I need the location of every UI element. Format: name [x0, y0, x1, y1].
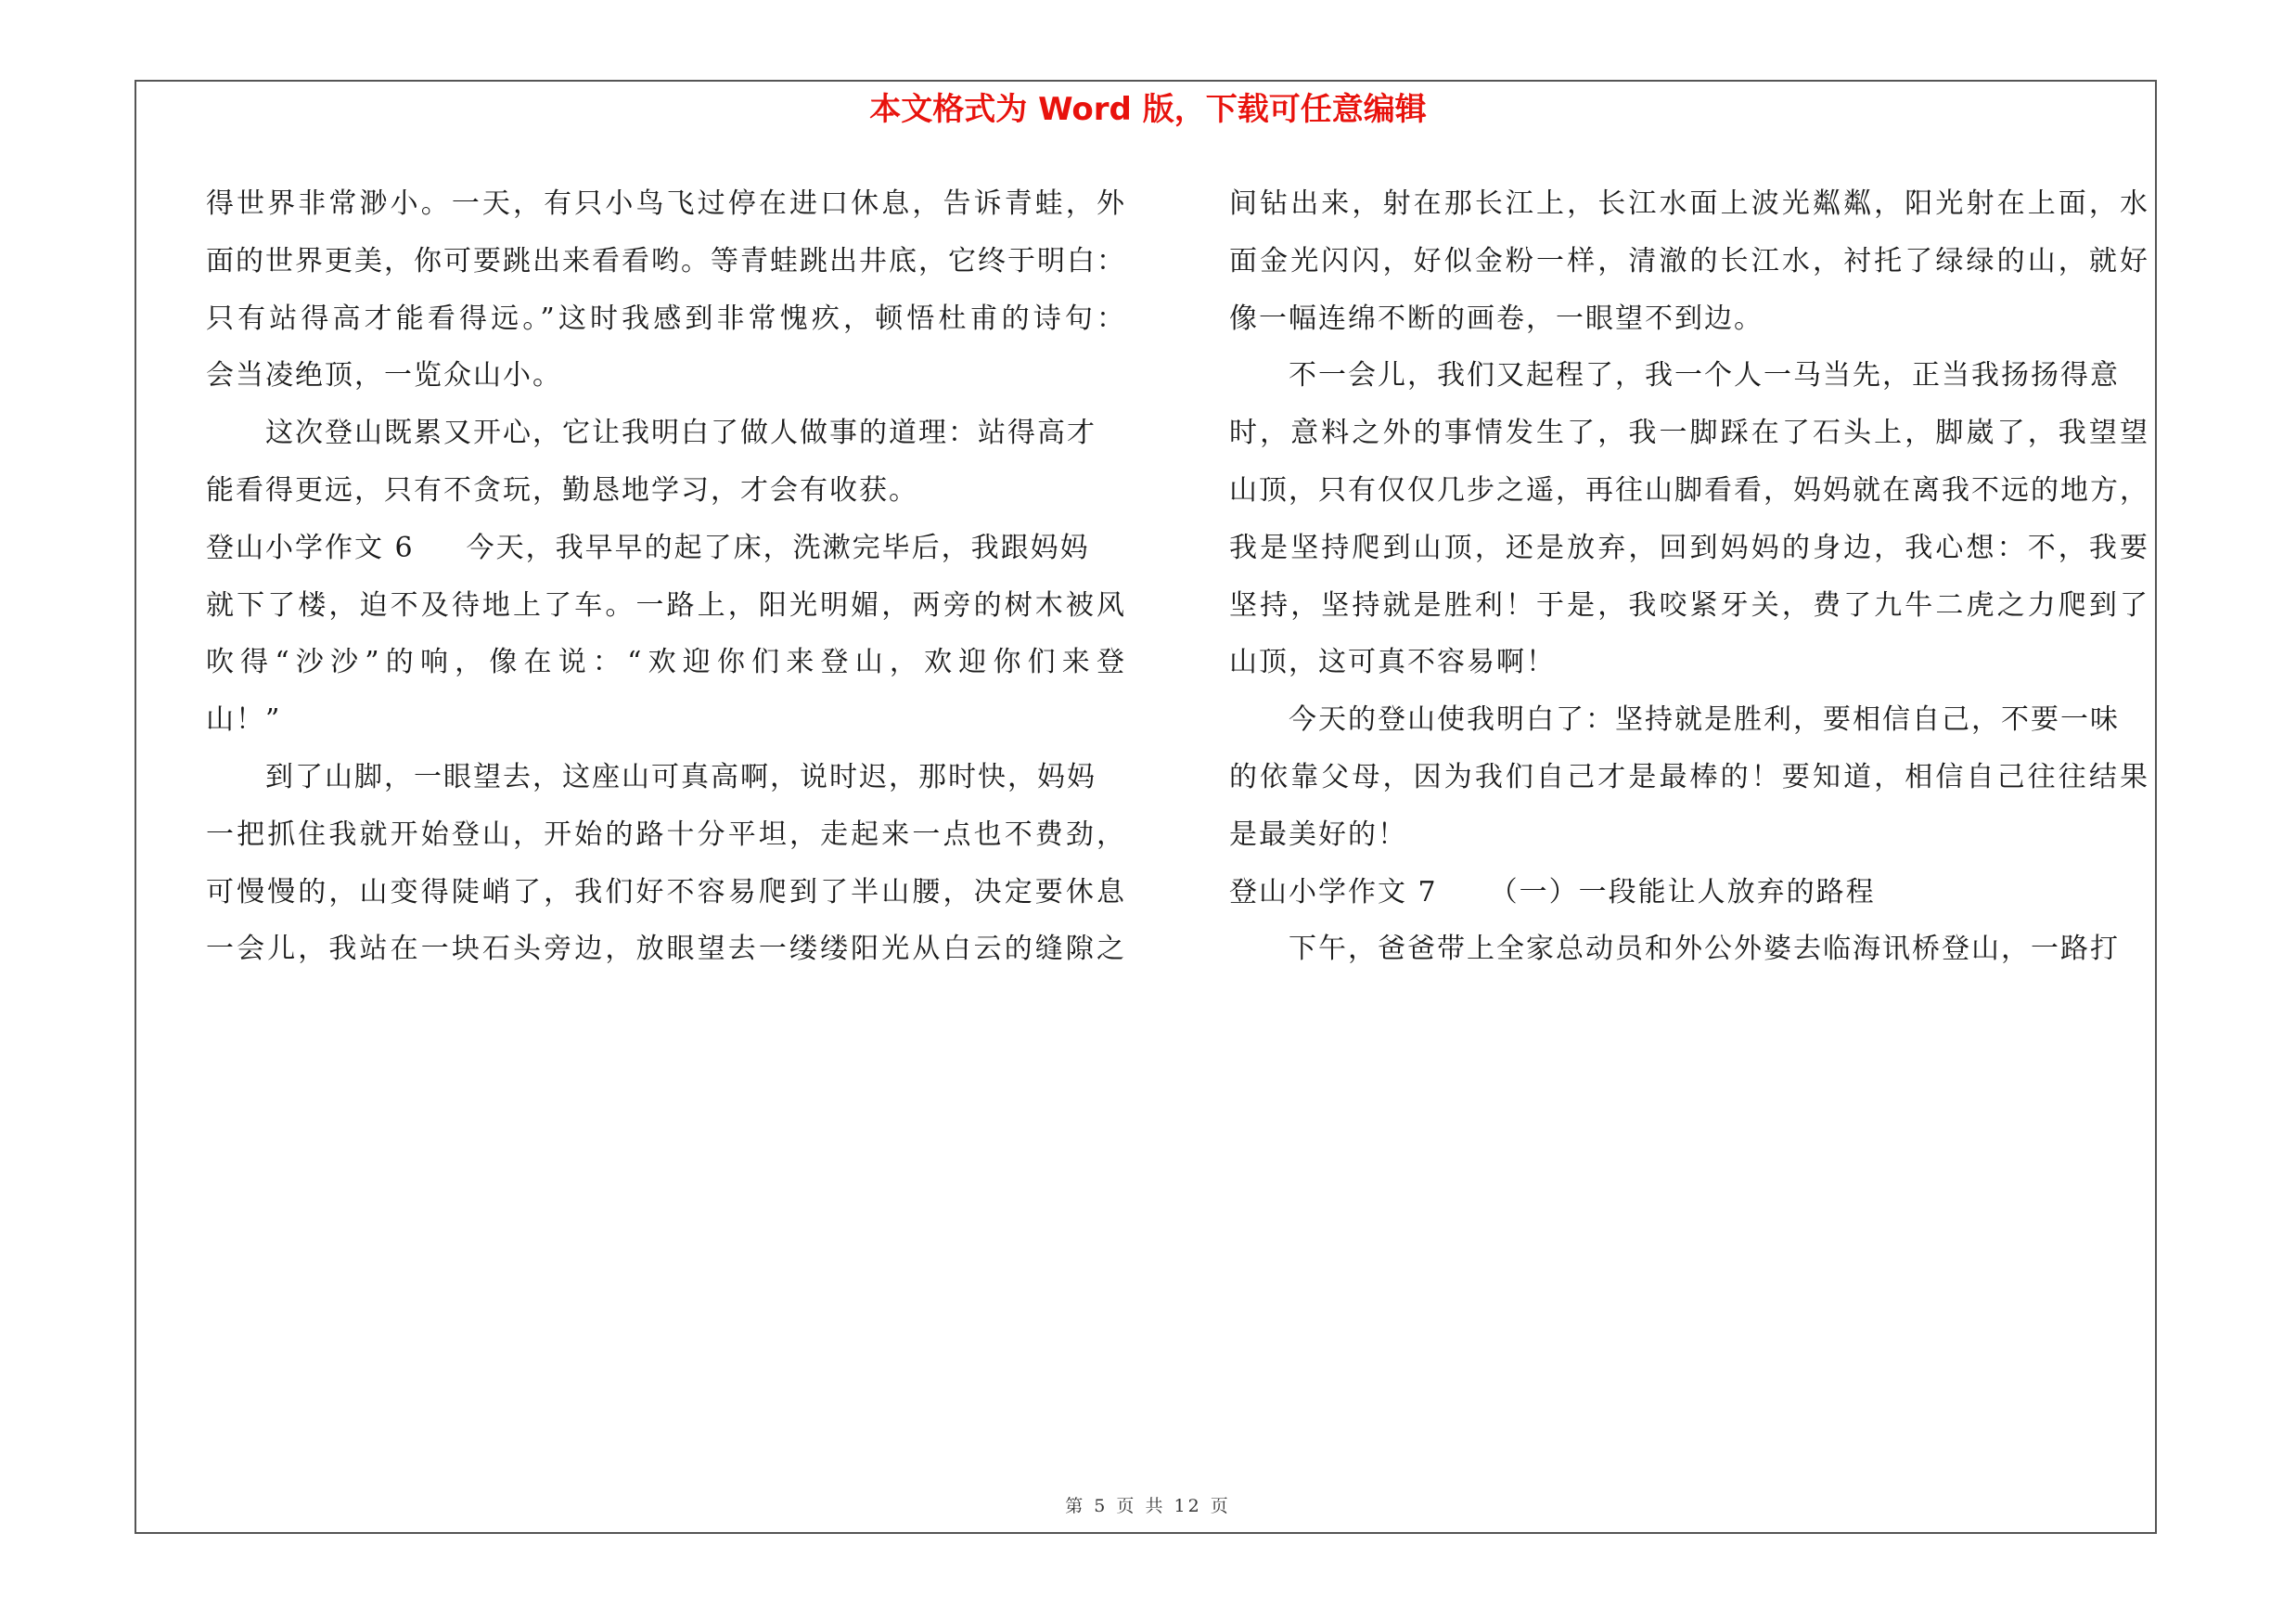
text-line: 今天的登山使我明白了：坚持就是胜利，要相信自己，不要一味: [1289, 703, 2120, 737]
format-banner: 本文格式为 Word 版，下载可任意编辑: [869, 91, 1427, 128]
text-line: 一把抓住我就开始登山，开始的路十分平坦，走起来一点也不费劲，: [206, 818, 1126, 851]
essay-heading-line: [1229, 874, 2149, 911]
text-line: 得世界非常渺小。一天，有只小鸟飞过停在进口休息，告诉青蛙，外: [206, 187, 1126, 220]
text-line: 坚持，坚持就是胜利！于是，我咬紧牙关，费了九牛二虎之力爬到了: [1229, 588, 2149, 622]
text-line: 下午，爸爸带上全家总动员和外公外婆去临海讯桥登山，一路打: [1289, 933, 2120, 966]
text-line: 只有站得高才能看得远。”这时我感到非常愧疚，顿悟杜甫的诗句：: [206, 302, 1126, 335]
essay-first-line: 今天，我早早的起了床，洗漱完毕后，我跟妈妈: [466, 531, 1090, 564]
text-line: 这次登山既累又开心，它让我明白了做人做事的道理：站得高才: [265, 417, 1097, 450]
text-line: 山顶，这可真不容易啊！: [1229, 646, 1556, 679]
text-line: 可慢慢的，山变得陡峭了，我们好不容易爬到了半山腰，决定要休息: [206, 875, 1126, 908]
essay-first-line: （一）一段能让人放弃的路程: [1489, 875, 1876, 908]
text-line: 时，意料之外的事情发生了，我一脚踩在了石头上，脚崴了，我望望: [1229, 417, 2149, 450]
text-line: 能看得更远，只有不贪玩，勤恳地学习，才会有收获。: [206, 474, 918, 507]
text-line: 到了山脚，一眼望去，这座山可真高啊，说时迟，那时快，妈妈: [265, 761, 1097, 793]
text-line: 就下了楼，迫不及待地上了车。一路上，阳光明媚，两旁的树木被风: [206, 588, 1126, 622]
text-line: 的依靠父母，因为我们自己才是最棒的！要知道，相信自己往往结果: [1229, 761, 2149, 793]
text-line: 我是坚持爬到山顶，还是放弃，回到妈妈的身边，我心想：不，我要: [1229, 531, 2149, 564]
essay-title: 登山小学作文 6: [206, 531, 415, 564]
text-line: 面的世界更美，你可要跳出来看看哟。等青蛙跳出井底，它终于明白：: [206, 244, 1126, 277]
text-line: 一会儿，我站在一块石头旁边，放眼望去一缕缕阳光从白云的缝隙之: [206, 933, 1126, 966]
text-line: 面金光闪闪，好似金粉一样，清澈的长江水，衬托了绿绿的山，就好: [1229, 244, 2149, 277]
text-line: 山！”: [206, 703, 282, 737]
text-line: 像一幅连绵不断的画卷，一眼望不到边。: [1229, 302, 1764, 335]
essay-heading-line: [206, 530, 1126, 567]
text-line: 是最美好的！: [1229, 818, 1407, 851]
text-line: 会当凌绝顶，一览众山小。: [206, 359, 562, 393]
text-line: 间钻出来，射在那长江上，长江水面上波光粼粼，阳光射在上面，水: [1229, 187, 2149, 220]
text-line: 不一会儿，我们又起程了，我一个人一马当先，正当我扬扬得意: [1289, 359, 2120, 393]
essay-title: 登山小学作文 7: [1229, 875, 1438, 908]
page-frame: [135, 80, 2157, 1534]
text-line: 吹得“沙沙”的响，像在说：“欢迎你们来登山，欢迎你们来登: [206, 646, 1126, 679]
text-line: 山顶，只有仅仅几步之遥，再往山脚看看，妈妈就在离我不远的地方，: [1229, 474, 2149, 507]
page-number-footer: 第 5 页 共 12 页: [1065, 1496, 1231, 1516]
